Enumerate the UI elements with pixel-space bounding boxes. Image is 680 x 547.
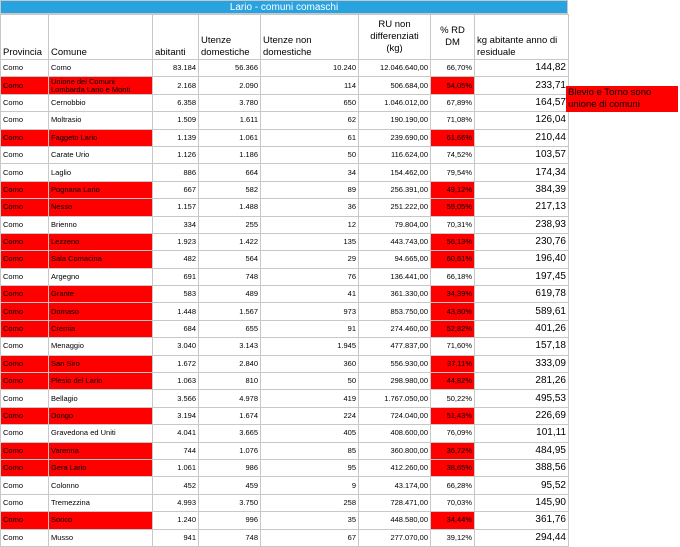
table-row (1, 442, 569, 459)
cell-provincia: Como (1, 164, 49, 181)
cell-abitanti: 3.040 (153, 338, 199, 355)
cell-ru: 361.330,00 (359, 286, 431, 303)
table-row (1, 529, 569, 546)
cell-rd: 67,89% (431, 94, 475, 111)
cell-abitanti: 941 (153, 529, 199, 546)
cell-kg: 619,78 (475, 286, 569, 303)
cell-ru: 1.767.050,00 (359, 390, 431, 407)
table-row (1, 320, 569, 337)
cell-rd: 49,12% (431, 181, 475, 198)
cell-utenze-non-domestiche: 135 (261, 233, 359, 250)
cell-kg: 126,04 (475, 112, 569, 129)
cell-ru: 251.222,00 (359, 199, 431, 216)
cell-provincia: Como (1, 251, 49, 268)
cell-utenze-domestiche: 1.567 (199, 303, 261, 320)
cell-utenze-non-domestiche: 76 (261, 268, 359, 285)
cell-comune: Pognana Lario (49, 181, 153, 198)
cell-kg: 238,93 (475, 216, 569, 233)
cell-abitanti: 1.509 (153, 112, 199, 129)
cell-kg: 95,52 (475, 477, 569, 494)
cell-abitanti: 667 (153, 181, 199, 198)
sheet-title: Lario - comuni comaschi (0, 0, 568, 14)
cell-rd: 74,52% (431, 146, 475, 163)
cell-provincia: Como (1, 477, 49, 494)
cell-provincia: Como (1, 442, 49, 459)
cell-rd: 44,82% (431, 373, 475, 390)
cell-provincia: Como (1, 303, 49, 320)
table-row (1, 60, 569, 77)
cell-provincia: Como (1, 338, 49, 355)
header-abitanti: abitanti (153, 15, 199, 60)
cell-rd: 71,08% (431, 112, 475, 129)
cell-comune: Moltrasio (49, 112, 153, 129)
cell-utenze-domestiche: 4.978 (199, 390, 261, 407)
cell-kg: 101,11 (475, 425, 569, 442)
cell-comune: Cernobbio (49, 94, 153, 111)
cell-rd: 51,43% (431, 407, 475, 424)
cell-utenze-non-domestiche: 41 (261, 286, 359, 303)
cell-utenze-non-domestiche: 224 (261, 407, 359, 424)
table-row (1, 477, 569, 494)
cell-kg: 230,76 (475, 233, 569, 250)
cell-utenze-non-domestiche: 1.945 (261, 338, 359, 355)
cell-utenze-non-domestiche: 650 (261, 94, 359, 111)
cell-rd: 50,22% (431, 390, 475, 407)
cell-utenze-non-domestiche: 405 (261, 425, 359, 442)
cell-provincia: Como (1, 355, 49, 372)
table-row (1, 181, 569, 198)
cell-provincia: Como (1, 320, 49, 337)
cell-kg: 294,44 (475, 529, 569, 546)
header-utenze-domestiche: Utenze domestiche (199, 15, 261, 60)
cell-utenze-domestiche: 986 (199, 459, 261, 476)
cell-provincia: Como (1, 425, 49, 442)
cell-provincia: Como (1, 146, 49, 163)
table-row (1, 303, 569, 320)
cell-comune: Plesio del Lario (49, 373, 153, 390)
table-row (1, 425, 569, 442)
cell-utenze-non-domestiche: 114 (261, 77, 359, 94)
cell-kg: 164,57 (475, 94, 569, 111)
cell-abitanti: 1.126 (153, 146, 199, 163)
cell-utenze-domestiche: 564 (199, 251, 261, 268)
cell-abitanti: 3.566 (153, 390, 199, 407)
cell-ru: 477.837,00 (359, 338, 431, 355)
cell-kg: 145,90 (475, 494, 569, 511)
cell-utenze-non-domestiche: 95 (261, 459, 359, 476)
cell-abitanti: 1.157 (153, 199, 199, 216)
cell-ru: 94.665,00 (359, 251, 431, 268)
cell-rd: 66,18% (431, 268, 475, 285)
cell-ru: 506.684,00 (359, 77, 431, 94)
cell-utenze-domestiche: 1.674 (199, 407, 261, 424)
cell-rd: 52,82% (431, 320, 475, 337)
cell-utenze-non-domestiche: 50 (261, 373, 359, 390)
cell-abitanti: 1.063 (153, 373, 199, 390)
cell-utenze-domestiche: 996 (199, 512, 261, 529)
cell-ru: 443.743,00 (359, 233, 431, 250)
cell-utenze-domestiche: 1.076 (199, 442, 261, 459)
cell-rd: 36,72% (431, 442, 475, 459)
cell-abitanti: 4.993 (153, 494, 199, 511)
cell-comune: Domaso (49, 303, 153, 320)
cell-ru: 136.441,00 (359, 268, 431, 285)
cell-ru: 728.471,00 (359, 494, 431, 511)
cell-comune: Unione dei Comuni Lombarda Lario e Monti (49, 77, 153, 94)
cell-utenze-non-domestiche: 61 (261, 129, 359, 146)
cell-comune: Varenna (49, 442, 153, 459)
cell-provincia: Como (1, 459, 49, 476)
table-row (1, 268, 569, 285)
cell-abitanti: 1.061 (153, 459, 199, 476)
cell-abitanti: 886 (153, 164, 199, 181)
cell-comune: Bellagio (49, 390, 153, 407)
cell-utenze-domestiche: 56.366 (199, 60, 261, 77)
cell-comune: Grante (49, 286, 153, 303)
header-kg: kg abitante anno di residuale (475, 15, 569, 60)
cell-comune: Lezzeno (49, 233, 153, 250)
cell-ru: 853.750,00 (359, 303, 431, 320)
cell-ru: 12.046.640,00 (359, 60, 431, 77)
cell-abitanti: 83.184 (153, 60, 199, 77)
cell-utenze-domestiche: 1.061 (199, 129, 261, 146)
header-provincia: Provincia (1, 15, 49, 60)
table-row (1, 390, 569, 407)
cell-ru: 190.190,00 (359, 112, 431, 129)
cell-rd: 37,11% (431, 355, 475, 372)
table-row (1, 164, 569, 181)
table-body (1, 60, 569, 547)
cell-abitanti: 1.240 (153, 512, 199, 529)
cell-rd: 38,65% (431, 459, 475, 476)
cell-provincia: Como (1, 77, 49, 94)
cell-rd: 54,05% (431, 77, 475, 94)
cell-abitanti: 583 (153, 286, 199, 303)
cell-comune: Menaggio (49, 338, 153, 355)
cell-kg: 281,26 (475, 373, 569, 390)
cell-ru: 239.690,00 (359, 129, 431, 146)
cell-abitanti: 684 (153, 320, 199, 337)
cell-utenze-non-domestiche: 12 (261, 216, 359, 233)
cell-kg: 217,13 (475, 199, 569, 216)
cell-utenze-non-domestiche: 419 (261, 390, 359, 407)
cell-abitanti: 1.672 (153, 355, 199, 372)
cell-comune: San Siro (49, 355, 153, 372)
cell-comune: Faggeto Lario (49, 129, 153, 146)
cell-kg: 174,34 (475, 164, 569, 181)
table-row (1, 233, 569, 250)
cell-utenze-non-domestiche: 258 (261, 494, 359, 511)
cell-rd: 66,28% (431, 477, 475, 494)
cell-utenze-non-domestiche: 85 (261, 442, 359, 459)
cell-utenze-domestiche: 3.143 (199, 338, 261, 355)
cell-comune: Argegno (49, 268, 153, 285)
cell-comune: Carate Urio (49, 146, 153, 163)
cell-rd: 66,70% (431, 60, 475, 77)
header-rd: % RD DM (431, 15, 475, 60)
cell-kg: 401,26 (475, 320, 569, 337)
cell-ru: 116.624,00 (359, 146, 431, 163)
header-row (1, 15, 569, 60)
cell-utenze-domestiche: 3.780 (199, 94, 261, 111)
header-ru: RU non differenziati (kg) (359, 15, 431, 60)
cell-utenze-non-domestiche: 34 (261, 164, 359, 181)
cell-ru: 724.040,00 (359, 407, 431, 424)
cell-rd: 70,31% (431, 216, 475, 233)
cell-provincia: Como (1, 216, 49, 233)
cell-rd: 56,13% (431, 233, 475, 250)
cell-rd: 59,05% (431, 199, 475, 216)
cell-provincia: Como (1, 233, 49, 250)
cell-kg: 197,45 (475, 268, 569, 285)
table-row (1, 112, 569, 129)
cell-ru: 154.462,00 (359, 164, 431, 181)
cell-ru: 556.930,00 (359, 355, 431, 372)
cell-ru: 360.800,00 (359, 442, 431, 459)
table-row (1, 512, 569, 529)
cell-abitanti: 482 (153, 251, 199, 268)
table-row (1, 286, 569, 303)
cell-rd: 79,54% (431, 164, 475, 181)
cell-utenze-domestiche: 3.665 (199, 425, 261, 442)
table-row (1, 459, 569, 476)
cell-utenze-non-domestiche: 29 (261, 251, 359, 268)
cell-utenze-domestiche: 810 (199, 373, 261, 390)
cell-utenze-domestiche: 2.090 (199, 77, 261, 94)
cell-ru: 277.070,00 (359, 529, 431, 546)
cell-utenze-domestiche: 255 (199, 216, 261, 233)
cell-comune: Colonno (49, 477, 153, 494)
header-comune: Comune (49, 15, 153, 60)
table-row (1, 373, 569, 390)
cell-rd: 39,12% (431, 529, 475, 546)
cell-provincia: Como (1, 181, 49, 198)
cell-comune: Gera Lario (49, 459, 153, 476)
cell-abitanti: 6.358 (153, 94, 199, 111)
table-row (1, 355, 569, 372)
cell-utenze-domestiche: 1.422 (199, 233, 261, 250)
cell-kg: 361,76 (475, 512, 569, 529)
cell-utenze-domestiche: 1.611 (199, 112, 261, 129)
cell-comune: Laglio (49, 164, 153, 181)
cell-comune: Tremezzina (49, 494, 153, 511)
cell-kg: 495,53 (475, 390, 569, 407)
cell-rd: 61,66% (431, 129, 475, 146)
header-utenze-non-domestiche: Utenze non domestiche (261, 15, 359, 60)
cell-ru: 43.174,00 (359, 477, 431, 494)
cell-utenze-domestiche: 459 (199, 477, 261, 494)
cell-kg: 226,69 (475, 407, 569, 424)
cell-ru: 274.460,00 (359, 320, 431, 337)
cell-kg: 157,18 (475, 338, 569, 355)
cell-abitanti: 4.041 (153, 425, 199, 442)
cell-rd: 60,61% (431, 251, 475, 268)
cell-utenze-non-domestiche: 91 (261, 320, 359, 337)
cell-utenze-non-domestiche: 9 (261, 477, 359, 494)
cell-comune: Cremia (49, 320, 153, 337)
cell-rd: 34,39% (431, 286, 475, 303)
cell-rd: 70,03% (431, 494, 475, 511)
cell-ru: 448.580,00 (359, 512, 431, 529)
cell-kg: 103,57 (475, 146, 569, 163)
cell-utenze-domestiche: 664 (199, 164, 261, 181)
cell-abitanti: 691 (153, 268, 199, 285)
cell-kg: 196,40 (475, 251, 569, 268)
cell-utenze-domestiche: 748 (199, 268, 261, 285)
cell-utenze-non-domestiche: 89 (261, 181, 359, 198)
cell-rd: 76,09% (431, 425, 475, 442)
table-row (1, 338, 569, 355)
cell-ru: 1.046.012,00 (359, 94, 431, 111)
cell-comune: Sorico (49, 512, 153, 529)
cell-kg: 388,56 (475, 459, 569, 476)
cell-utenze-domestiche: 3.750 (199, 494, 261, 511)
cell-utenze-domestiche: 1.186 (199, 146, 261, 163)
cell-utenze-domestiche: 2.840 (199, 355, 261, 372)
cell-comune: Nesso (49, 199, 153, 216)
cell-provincia: Como (1, 529, 49, 546)
table-row (1, 94, 569, 111)
cell-provincia: Como (1, 390, 49, 407)
cell-utenze-domestiche: 655 (199, 320, 261, 337)
cell-utenze-non-domestiche: 35 (261, 512, 359, 529)
note-cell: Blevio e Torno sono unione di comuni (566, 86, 678, 112)
cell-provincia: Como (1, 94, 49, 111)
cell-kg: 384,39 (475, 181, 569, 198)
table-row (1, 146, 569, 163)
cell-ru: 79.804,00 (359, 216, 431, 233)
cell-comune: Musso (49, 529, 153, 546)
cell-provincia: Como (1, 512, 49, 529)
table-row (1, 251, 569, 268)
cell-ru: 256.391,00 (359, 181, 431, 198)
cell-rd: 34,44% (431, 512, 475, 529)
cell-comune: Como (49, 60, 153, 77)
cell-provincia: Como (1, 286, 49, 303)
table-row (1, 129, 569, 146)
cell-abitanti: 2.168 (153, 77, 199, 94)
cell-utenze-domestiche: 1.488 (199, 199, 261, 216)
cell-abitanti: 1.923 (153, 233, 199, 250)
table-row (1, 199, 569, 216)
cell-comune: Gravedona ed Uniti (49, 425, 153, 442)
cell-provincia: Como (1, 494, 49, 511)
cell-kg: 210,44 (475, 129, 569, 146)
table-row (1, 77, 569, 94)
cell-comune: Dongo (49, 407, 153, 424)
cell-provincia: Como (1, 60, 49, 77)
cell-provincia: Como (1, 373, 49, 390)
cell-kg: 484,95 (475, 442, 569, 459)
comuni-table (0, 14, 569, 547)
cell-kg: 233,71 (475, 77, 569, 94)
cell-utenze-non-domestiche: 67 (261, 529, 359, 546)
cell-abitanti: 744 (153, 442, 199, 459)
cell-provincia: Como (1, 129, 49, 146)
table-row (1, 407, 569, 424)
cell-kg: 333,09 (475, 355, 569, 372)
cell-abitanti: 334 (153, 216, 199, 233)
cell-utenze-domestiche: 582 (199, 181, 261, 198)
cell-comune: Brienno (49, 216, 153, 233)
cell-abitanti: 1.448 (153, 303, 199, 320)
cell-provincia: Como (1, 199, 49, 216)
cell-utenze-non-domestiche: 10.240 (261, 60, 359, 77)
cell-rd: 43,80% (431, 303, 475, 320)
cell-utenze-non-domestiche: 360 (261, 355, 359, 372)
cell-kg: 144,82 (475, 60, 569, 77)
cell-provincia: Como (1, 407, 49, 424)
cell-ru: 408.600,00 (359, 425, 431, 442)
cell-utenze-domestiche: 748 (199, 529, 261, 546)
cell-provincia: Como (1, 268, 49, 285)
cell-utenze-non-domestiche: 973 (261, 303, 359, 320)
cell-utenze-domestiche: 489 (199, 286, 261, 303)
cell-utenze-non-domestiche: 36 (261, 199, 359, 216)
cell-ru: 412.260,00 (359, 459, 431, 476)
cell-utenze-non-domestiche: 62 (261, 112, 359, 129)
table-row (1, 216, 569, 233)
cell-abitanti: 3.194 (153, 407, 199, 424)
cell-rd: 71,60% (431, 338, 475, 355)
cell-abitanti: 1.139 (153, 129, 199, 146)
cell-ru: 298.980,00 (359, 373, 431, 390)
cell-kg: 589,61 (475, 303, 569, 320)
cell-provincia: Como (1, 112, 49, 129)
cell-utenze-non-domestiche: 50 (261, 146, 359, 163)
cell-abitanti: 452 (153, 477, 199, 494)
cell-comune: Sala Comacina (49, 251, 153, 268)
